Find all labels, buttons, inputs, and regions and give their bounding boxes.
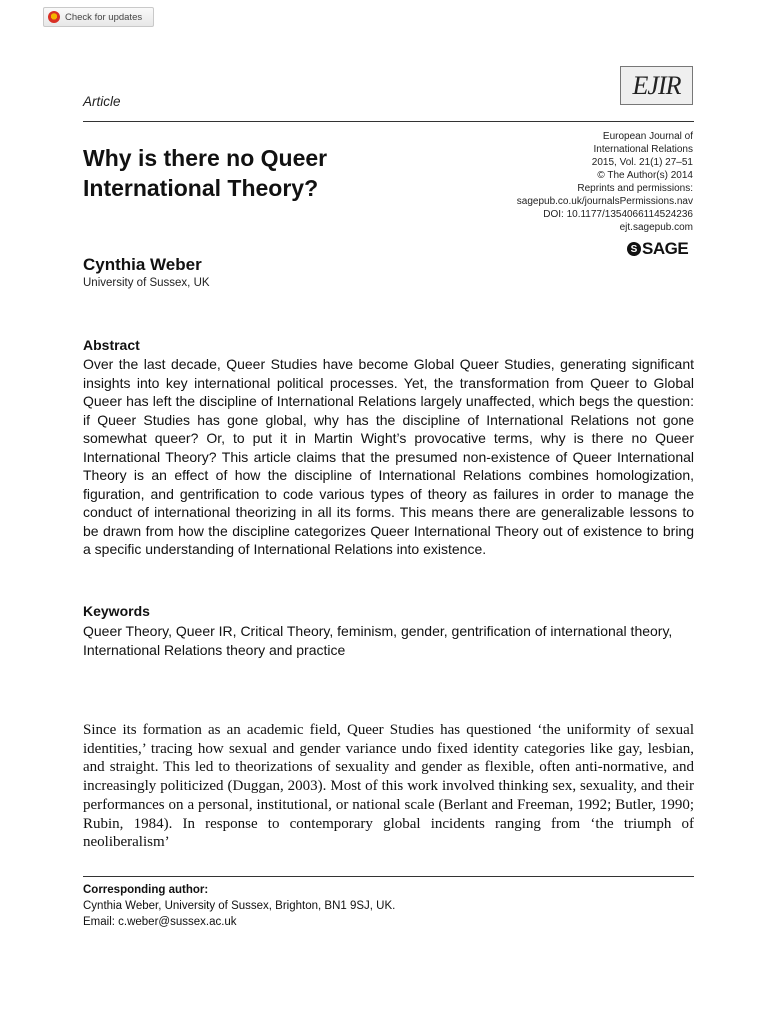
article-type-label: Article bbox=[83, 94, 121, 109]
footnote-rule bbox=[83, 876, 694, 877]
keywords-heading: Keywords bbox=[83, 603, 150, 619]
corresponding-author-address: Cynthia Weber, University of Sussex, Brighton, BN1 9SJ, UK. bbox=[83, 900, 396, 912]
check-for-updates-badge[interactable] bbox=[43, 7, 154, 27]
meta-line: International Relations bbox=[593, 144, 693, 155]
author-affiliation: University of Sussex, UK bbox=[83, 277, 210, 289]
meta-line: European Journal of bbox=[602, 131, 693, 142]
abstract-text: Over the last decade, Queer Studies have become Global Queer Studies, generating significant insights into key international political processes. Yet, the transformation from Queer to Global Queer has left the discipline of International Relations largely unaffected, which begs the question: if Queer Studies has gone global, why has the discipline of International Relations not gone somewhat queer? Or, to put it in Martin Wight’s provocative terms, why is there no Queer International Theory? This article claims that the presumed non-existence of Queer International Theory is an effect of how the discipline of International Relations combines homologization, figuration, and gentrification to code various types of theory as failures in order to manage the conduct of international theorizing in all its forms. This means there are generalizable lessons to be drawn from how the discipline categorizes Queer International Theory out of existence to bring a specific understanding of International Relations into existence. bbox=[83, 356, 694, 557]
sage-icon: S bbox=[627, 242, 641, 256]
sage-logo bbox=[627, 239, 688, 259]
header-rule bbox=[83, 121, 694, 122]
abstract-heading: Abstract bbox=[83, 337, 140, 353]
keywords-text: Queer Theory, Queer IR, Critical Theory, feminism, gender, gentrification of international theory, International Relations theory and practice bbox=[83, 623, 673, 658]
meta-line: Reprints and permissions: bbox=[577, 183, 693, 194]
author-name: Cynthia Weber bbox=[83, 255, 202, 274]
meta-line: sagepub.co.uk/journalsPermissions.nav bbox=[516, 196, 693, 207]
meta-line: ejt.sagepub.com bbox=[619, 222, 693, 233]
article-title: Why is there no Queer International Theory? bbox=[83, 145, 328, 201]
journal-logo-text: EJIR bbox=[632, 70, 681, 100]
meta-line: © The Author(s) 2014 bbox=[597, 170, 693, 181]
journal-meta bbox=[473, 130, 693, 234]
corresponding-author-heading: Corresponding author: bbox=[83, 884, 209, 896]
crossmark-icon bbox=[48, 11, 60, 23]
check-for-updates-label: Check for updates bbox=[65, 11, 143, 23]
body-paragraph: Since its formation as an academic field, Queer Studies has questioned ‘the uniformity of sexual identities,’ tracing how sexual and gender variance undo fixed identity categories like gay, lesbian, and straight. This led to theorizations of sexuality and gender as flexible, often anti-normative, and increasingly politicized (Duggan, 2003). Most of this work involved thinking sex, sexuality, and their performances on a personal, institutional, or national scale (Berlant and Freeman, 1992; Butler, 1990; Rubin, 1984). In response to contemporary global incidents ranging from ‘the triumph of neoliberalism’ bbox=[83, 722, 694, 851]
journal-logo bbox=[620, 66, 693, 105]
meta-line: 2015, Vol. 21(1) 27–51 bbox=[591, 157, 693, 168]
meta-line: DOI: 10.1177/1354066114524236 bbox=[543, 209, 693, 220]
corresponding-author-email[interactable]: Email: c.weber@sussex.ac.uk bbox=[83, 916, 237, 928]
sage-wordmark: SAGE bbox=[642, 239, 689, 258]
